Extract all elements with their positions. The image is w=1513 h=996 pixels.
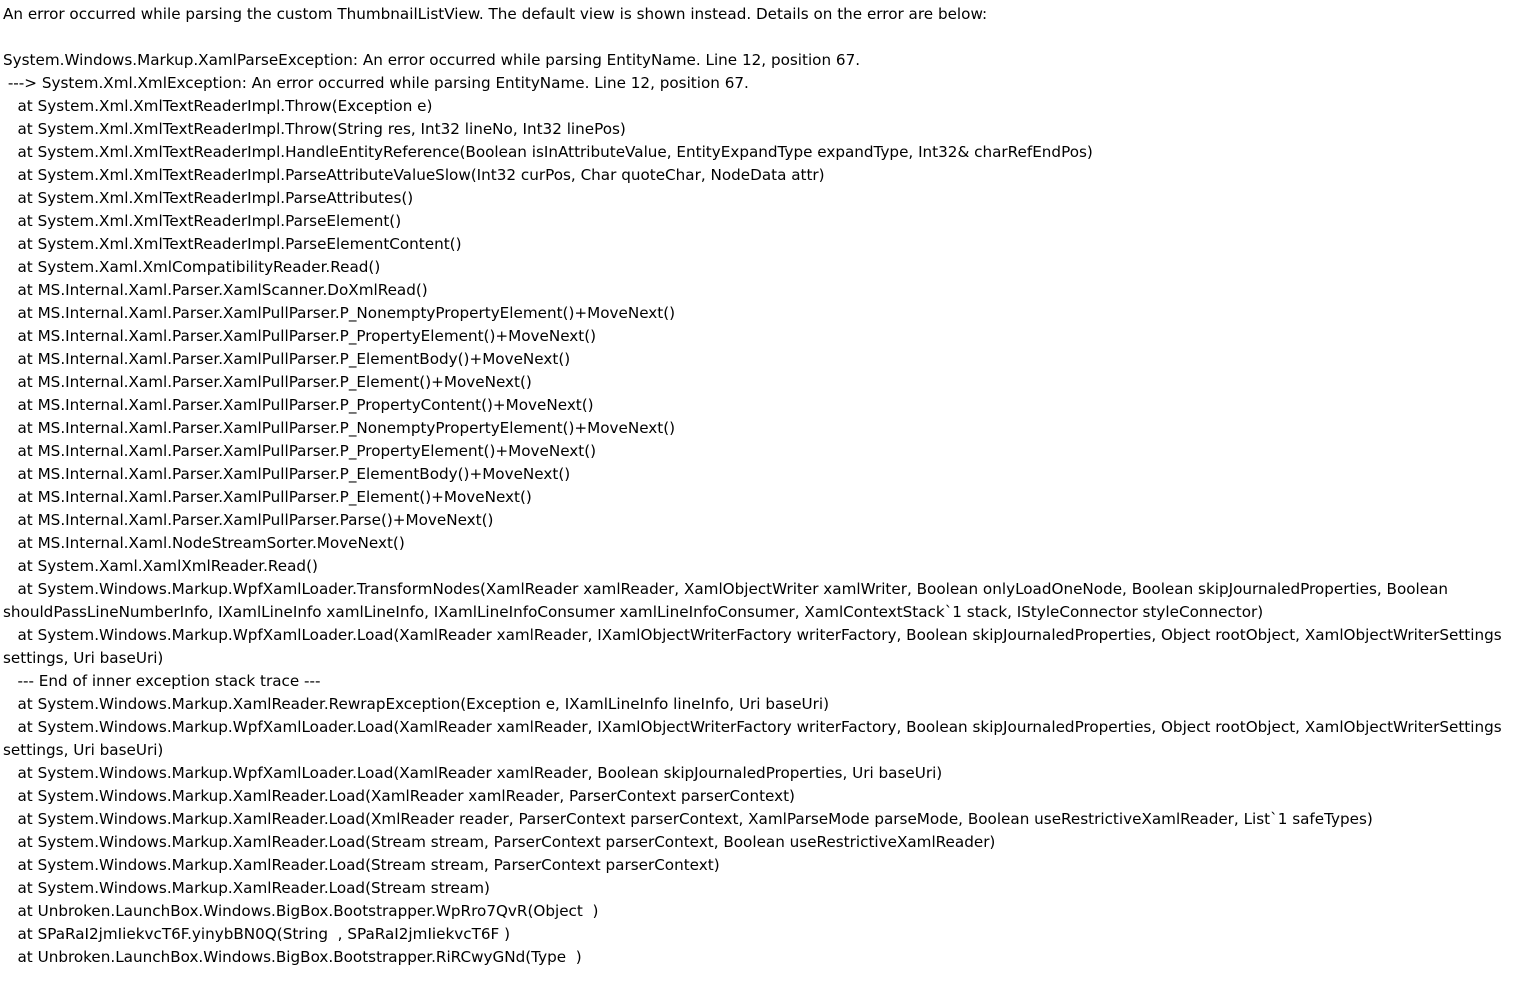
- stack-trace-line: at System.Windows.Markup.WpfXamlLoader.Load(XamlReader xamlReader, IXamlObjectWriterFactory writerFactory, Boolean skipJournaledProperties, Object rootObject, XamlObjectWriterSettings settings, Uri baseUri): [3, 626, 1507, 667]
- stack-trace-line: System.Windows.Markup.XamlParseException: An error occurred while parsing EntityName. Line 12, position 67.: [3, 51, 861, 69]
- stack-trace-line: at Unbroken.LaunchBox.Windows.BigBox.Bootstrapper.WpRro7QvR(Object ): [3, 902, 599, 920]
- stack-trace-line: at System.Xml.XmlTextReaderImpl.ParseAttributeValueSlow(Int32 curPos, Char quoteChar, NodeData attr): [3, 166, 825, 184]
- stack-trace-line: at SPaRaI2jmIiekvcT6F.yinybBN0Q(String , SPaRaI2jmIiekvcT6F ): [3, 925, 511, 943]
- stack-trace-line: at System.Xaml.XmlCompatibilityReader.Read(): [3, 258, 381, 276]
- stack-trace-line: at System.Xml.XmlTextReaderImpl.ParseElementContent(): [3, 235, 462, 253]
- stack-trace-line: at System.Xml.XmlTextReaderImpl.Throw(Exception e): [3, 97, 433, 115]
- stack-trace-line: at System.Windows.Markup.XamlReader.Load(XmlReader reader, ParserContext parserContext, XamlParseMode parseMode, Boolean useRestrictiveXamlReader, List`1 safeTypes): [3, 810, 1373, 828]
- stack-trace-line: at MS.Internal.Xaml.Parser.XamlPullParser.P_PropertyElement()+MoveNext(): [3, 442, 597, 460]
- stack-trace-line: at MS.Internal.Xaml.Parser.XamlPullParser.P_ElementBody()+MoveNext(): [3, 465, 571, 483]
- stack-trace-line: at MS.Internal.Xaml.Parser.XamlPullParser.P_Element()+MoveNext(): [3, 373, 532, 391]
- stack-trace-line: at MS.Internal.Xaml.Parser.XamlScanner.DoXmlRead(): [3, 281, 428, 299]
- stack-trace-line: ---> System.Xml.XmlException: An error occurred while parsing EntityName. Line 12, position 67.: [3, 74, 749, 92]
- stack-trace-line: at System.Windows.Markup.XamlReader.Load(XamlReader xamlReader, ParserContext parserContext): [3, 787, 795, 805]
- stack-trace-line: at System.Windows.Markup.XamlReader.Load(Stream stream, ParserContext parserContext, Boolean useRestrictiveXamlReader): [3, 833, 996, 851]
- stack-trace-line: at MS.Internal.Xaml.Parser.XamlPullParser.P_Element()+MoveNext(): [3, 488, 532, 506]
- stack-trace-line: at System.Xml.XmlTextReaderImpl.Throw(String res, Int32 lineNo, Int32 linePos): [3, 120, 626, 138]
- stack-trace-line: at MS.Internal.Xaml.Parser.XamlPullParser.P_PropertyElement()+MoveNext(): [3, 327, 597, 345]
- stack-trace-line: at System.Xml.XmlTextReaderImpl.ParseElement(): [3, 212, 402, 230]
- stack-trace-line: at System.Windows.Markup.XamlReader.Load(Stream stream, ParserContext parserContext): [3, 856, 720, 874]
- stack-trace-line: at MS.Internal.Xaml.Parser.XamlPullParser.P_ElementBody()+MoveNext(): [3, 350, 571, 368]
- stack-trace-line: at System.Windows.Markup.XamlReader.Load(Stream stream): [3, 879, 490, 897]
- stack-trace-line: at MS.Internal.Xaml.Parser.XamlPullParser.Parse()+MoveNext(): [3, 511, 494, 529]
- stack-trace-line: at MS.Internal.Xaml.NodeStreamSorter.MoveNext(): [3, 534, 405, 552]
- error-header-message: An error occurred while parsing the custom ThumbnailListView. The default view is shown instead. Details on the error are below:: [3, 5, 988, 23]
- stack-trace-line: at MS.Internal.Xaml.Parser.XamlPullParser.P_PropertyContent()+MoveNext(): [3, 396, 594, 414]
- stack-trace-line: at System.Windows.Markup.WpfXamlLoader.Load(XamlReader xamlReader, IXamlObjectWriterFactory writerFactory, Boolean skipJournaledProperties, Object rootObject, XamlObjectWriterSettings settings, Uri baseUri): [3, 718, 1507, 759]
- stack-trace-line: at Unbroken.LaunchBox.Windows.BigBox.Bootstrapper.RiRCwyGNd(Type ): [3, 948, 582, 966]
- stack-trace-line: --- End of inner exception stack trace ---: [3, 672, 321, 690]
- stack-trace-line: at System.Windows.Markup.WpfXamlLoader.TransformNodes(XamlReader xamlReader, XamlObjectWriter xamlWriter, Boolean onlyLoadOneNode, Boolean skipJournaledProperties, Boolean shouldPassLineNumberInfo, IXamlLineInfo xamlLineInfo, IXamlLineInfoConsumer xamlLineInfoConsumer, XamlContextStack`1 stack, IStyleConnector styleConnector): [3, 580, 1453, 621]
- stack-trace-line: at MS.Internal.Xaml.Parser.XamlPullParser.P_NonemptyPropertyElement()+MoveNext(): [3, 304, 676, 322]
- stack-trace-line: at System.Xaml.XamlXmlReader.Read(): [3, 557, 318, 575]
- stack-trace-line: at System.Xml.XmlTextReaderImpl.ParseAttributes(): [3, 189, 414, 207]
- stack-trace-line: at MS.Internal.Xaml.Parser.XamlPullParser.P_NonemptyPropertyElement()+MoveNext(): [3, 419, 676, 437]
- stack-trace-line: at System.Xml.XmlTextReaderImpl.HandleEntityReference(Boolean isInAttributeValue, EntityExpandType expandType, Int32& charRefEndPos): [3, 143, 1093, 161]
- stack-trace: [3, 49, 1513, 969]
- stack-trace-line: at System.Windows.Markup.XamlReader.RewrapException(Exception e, IXamlLineInfo lineInfo, Uri baseUri): [3, 695, 830, 713]
- stack-trace-line: at System.Windows.Markup.WpfXamlLoader.Load(XamlReader xamlReader, Boolean skipJournaledProperties, Uri baseUri): [3, 764, 943, 782]
